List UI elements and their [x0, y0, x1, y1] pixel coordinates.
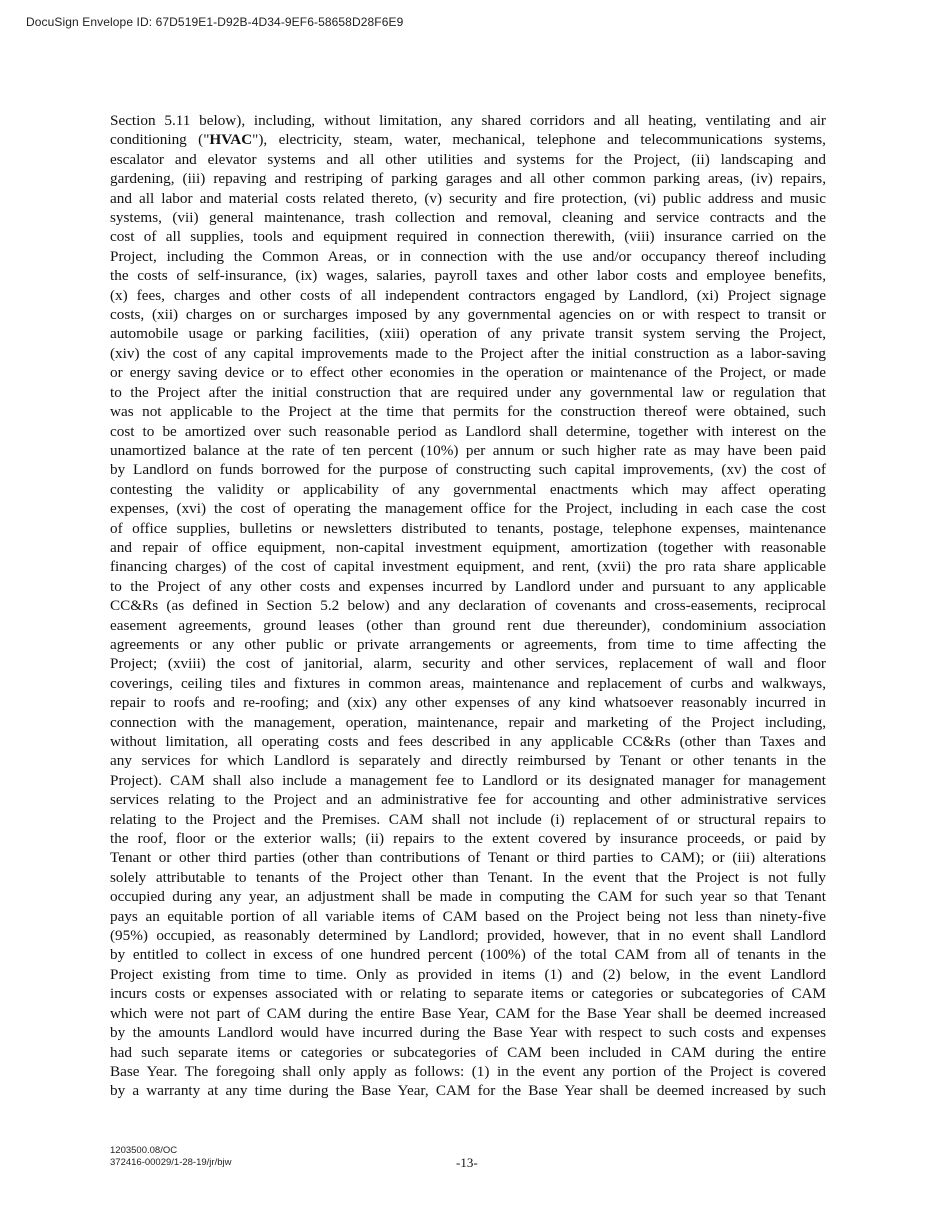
envelope-id: DocuSign Envelope ID: 67D519E1-D92B-4D34-9EF6-58658D28F6E9 [26, 15, 404, 29]
body-text-line: Tenant or other third parties (other than contributions of Tenant or third parties to CAM); or (iii) alterations [110, 849, 826, 867]
body-text-line: services relating to the Project and an administrative fee for accounting and other administrative services [110, 791, 826, 809]
body-text-line: systems, (vii) general maintenance, trash collection and removal, cleaning and service contracts and the [110, 209, 826, 227]
body-text-line: costs, (xii) charges on or surcharges imposed by any governmental agencies on or with respect to transit or [110, 306, 826, 324]
body-text-line: coverings, ceiling tiles and fixtures in common areas, maintenance and replacement of curbs and walkways, [110, 674, 826, 692]
body-paragraph [110, 111, 826, 1101]
body-text-line: cost to be amortized over such reasonable period as Landlord shall determine, together with interest on the [110, 422, 826, 440]
body-text-line: incurs costs or expenses associated with or relating to separate items or categories or subcategories of CAM [110, 985, 826, 1003]
body-text-line: Project, including the Common Areas, or in connection with the use and/or occupancy thereof including [110, 247, 826, 265]
body-text-line: repair to roofs and re-roofing; and (xix) any other expenses of any kind whatsoever reasonably incurred in [110, 694, 826, 712]
body-text-line: (x) fees, charges and other costs of all independent contractors engaged by Landlord, (xi) Project signage [110, 286, 826, 304]
footer-doc-code: 1203500.08/OC [110, 1145, 178, 1156]
body-text-line: Base Year. The foregoing shall only apply as follows: (1) in the event any portion of the Project is covered [110, 1062, 826, 1080]
body-text-line: was not applicable to the Project at the time that permits for the construction thereof were obtained, such [110, 403, 826, 421]
page-number: -13- [456, 1155, 478, 1170]
body-text-line: easement agreements, ground leases (other than ground rent due thereunder), condominium association [110, 616, 826, 634]
body-text-line: contesting the validity or applicability of any governmental enactments which may affect operating [110, 480, 826, 498]
body-text-line: expenses, (xvi) the cost of operating the management office for the Project, including in each case the cost [110, 500, 826, 518]
body-text-line: agreements or any other public or private arrangements or agreements, from time to time affecting the [110, 635, 826, 653]
body-text-line: (xiv) the cost of any capital improvements made to the Project after the initial construction as a labor-saving [110, 344, 826, 362]
body-text-line: Project). CAM shall also include a management fee to Landlord or its designated manager for management [110, 771, 826, 789]
footer-document-codes [110, 1145, 231, 1169]
body-text-line: Section 5.11 below), including, without limitation, any shared corridors and all heating, ventilating and air [110, 112, 826, 129]
body-text-line: unamortized balance at the rate of ten percent (10%) per annum or such higher rate as may have been paid [110, 441, 826, 459]
body-text-line: any services for which Landlord is separately and directly reimbursed by Tenant or other tenants in the [110, 752, 826, 770]
body-text-line: by Landlord on funds borrowed for the purpose of constructing such capital improvements, (xv) the cost of [110, 461, 826, 479]
body-text-line: CC&Rs (as defined in Section 5.2 below) and any declaration of covenants and cross-easements, reciprocal [110, 597, 826, 615]
body-text-line: which were not part of CAM during the entire Base Year, CAM for the Base Year shall be deemed increased [110, 1004, 826, 1022]
body-text-line: by the amounts Landlord would have incurred during the Base Year with respect to such costs and expenses [110, 1024, 826, 1042]
body-text-line: to the Project of any other costs and expenses incurred by Landlord under and pursuant to any applicable [110, 577, 826, 595]
body-text-line: had such separate items or categories or subcategories of CAM been included in CAM during the entire [110, 1043, 826, 1061]
body-text-line: solely attributable to tenants of the Project other than Tenant. In the event that the Project is not fully [110, 868, 826, 886]
body-text-line: by entitled to collect in excess of one hundred percent (100%) of the total CAM from all of tenants in the [110, 946, 826, 964]
body-text-line: and repair of office equipment, non-capital investment equipment, amortization (together with reasonable [110, 538, 826, 556]
body-text-line: and all labor and material costs related thereto, (v) security and fire protection, (vi) public address and music [110, 189, 826, 207]
body-text-line: relating to the Project and the Premises. CAM shall not include (i) replacement of or structural repairs to [110, 810, 826, 828]
body-text-line: or energy saving device or to effect other economies in the operation or maintenance of the Project, or made [110, 364, 826, 382]
body-text-line: escalator and elevator systems and all other utilities and systems for the Project, (ii) landscaping and [110, 150, 826, 168]
body-text-line: gardening, (iii) repaving and restriping of parking garages and all other common parking areas, (iv) repairs, [110, 170, 826, 188]
defined-term-hvac: HVAC [209, 131, 253, 149]
body-text-line: by a warranty at any time during the Base Year, CAM for the Base Year shall be deemed increased by such [110, 1082, 826, 1100]
body-text-line: connection with the management, operation, maintenance, repair and marketing of the Project including, [110, 713, 826, 731]
body-text-line: without limitation, all operating costs and fees described in any applicable CC&Rs (other than Taxes and [110, 733, 826, 750]
body-text-line: pays an equitable portion of all variable items of CAM based on the Project being not less than ninety-five [110, 907, 826, 925]
body-text-line: to the Project after the initial construction that are required under any governmental law or regulation that [110, 383, 826, 401]
body-text-line: automobile usage or parking facilities, (xiii) operation of any private transit system serving the Project, [110, 325, 826, 343]
body-text-line: Project; (xviii) the cost of janitorial, alarm, security and other services, replacement of wall and floor [110, 655, 826, 673]
body-text-line: the costs of self-insurance, (ix) wages, salaries, payroll taxes and other labor costs and employee benefits, [110, 267, 826, 285]
body-text-line: the roof, floor or the exterior walls; (ii) repairs to the extent covered by insurance proceeds, or paid by [110, 830, 826, 848]
body-text-line: (95%) occupied, as reasonably determined by Landlord; provided, however, that in no event shall Landlord [110, 927, 826, 945]
body-text-line: Project existing from time to time. Only as provided in items (1) and (2) below, in the event Landlord [110, 965, 826, 983]
body-text-line: financing charges) of the cost of capital investment equipment, and rent, (xvii) the pro rata share applicable [110, 558, 826, 576]
body-text-line: of office supplies, bulletins or newsletters distributed to tenants, postage, telephone expenses, maintenance [110, 519, 826, 537]
body-text-line: occupied during any year, an adjustment shall be made in computing the CAM for such year so that Tenant [110, 888, 826, 906]
body-text-line: conditioning ("HVAC"), electricity, steam, water, mechanical, telephone and telecommunications systems, [110, 131, 826, 149]
body-text-line: cost of all supplies, tools and equipment required in connection therewith, (viii) insurance carried on the [110, 228, 826, 246]
footer-doc-code: 372416-00029/1-28-19/jr/bjw [110, 1157, 232, 1168]
